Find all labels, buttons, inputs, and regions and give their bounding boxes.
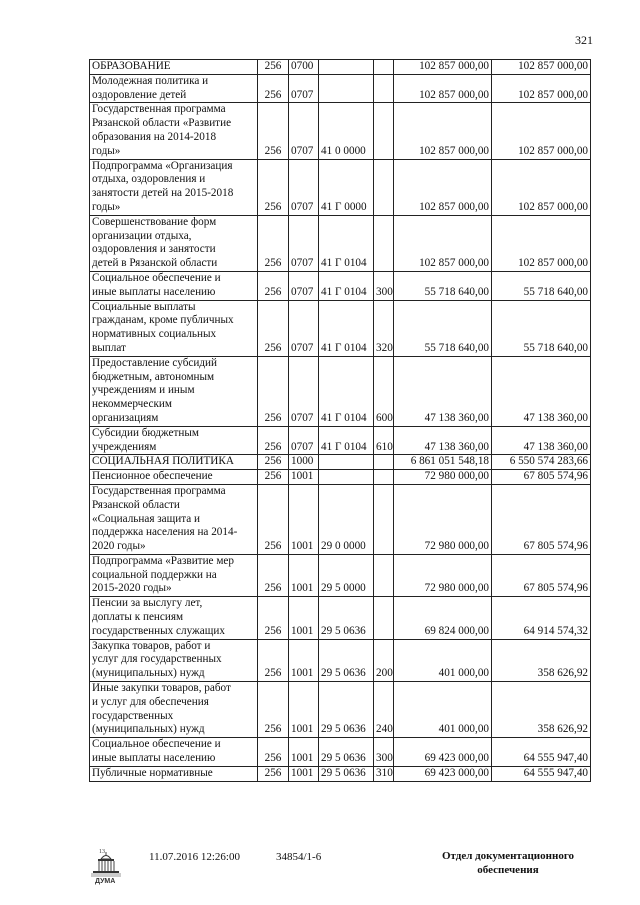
table-row [90, 597, 591, 639]
duma-emblem-icon [89, 846, 123, 886]
section-code-cell: 1001 [289, 484, 319, 554]
footer-doc-number: 34854/1-6 [276, 851, 322, 863]
amount-2017-cell: 102 857 000,00 [394, 103, 492, 159]
table-row [90, 455, 591, 470]
row-name-cell: Пенсионное обеспечение [90, 470, 258, 485]
admin-code-cell: 256 [258, 470, 289, 485]
page-number: 321 [575, 33, 593, 47]
section-code-cell: 0707 [289, 103, 319, 159]
admin-code-cell: 256 [258, 766, 289, 781]
table-row [90, 738, 591, 767]
target-article-cell: 41 Г 0000 [319, 159, 374, 215]
target-article-cell: 29 0 0000 [319, 484, 374, 554]
amount-2018-cell: 102 857 000,00 [492, 103, 591, 159]
amount-2018-cell: 55 718 640,00 [492, 300, 591, 356]
target-article-cell: 41 Г 0104 [319, 271, 374, 300]
expense-type-cell [374, 159, 394, 215]
row-name-cell: Социальные выплаты гражданам, кроме публичных нормативных социальных выплат [90, 300, 258, 356]
section-code-cell: 1001 [289, 597, 319, 639]
section-code-cell: 0707 [289, 356, 319, 426]
amount-2018-cell: 64 555 947,40 [492, 766, 591, 781]
row-name-cell: Подпрограмма «Развитие мер социальной поддержки на 2015-2020 годы» [90, 554, 258, 596]
admin-code-cell: 256 [258, 159, 289, 215]
section-code-cell: 0707 [289, 74, 319, 103]
footer-department: Отдел документационного обеспечения [441, 850, 575, 876]
table-row [90, 484, 591, 554]
target-article-cell [319, 470, 374, 485]
admin-code-cell: 256 [258, 300, 289, 356]
section-code-cell: 1001 [289, 554, 319, 596]
amount-2017-cell: 55 718 640,00 [394, 271, 492, 300]
expense-type-cell: 200 [374, 639, 394, 681]
target-article-cell: 29 5 0000 [319, 554, 374, 596]
section-code-cell: 0707 [289, 300, 319, 356]
admin-code-cell: 256 [258, 554, 289, 596]
admin-code-cell: 256 [258, 60, 289, 75]
amount-2018-cell: 64 555 947,40 [492, 738, 591, 767]
amount-2018-cell: 102 857 000,00 [492, 159, 591, 215]
footer-timestamp: 11.07.2016 12:26:00 [149, 851, 240, 863]
admin-code-cell: 256 [258, 356, 289, 426]
amount-2018-cell: 358 626,92 [492, 639, 591, 681]
admin-code-cell: 256 [258, 682, 289, 738]
section-code-cell: 1000 [289, 455, 319, 470]
expense-type-cell [374, 554, 394, 596]
amount-2017-cell: 72 980 000,00 [394, 554, 492, 596]
budget-table [89, 59, 591, 782]
amount-2018-cell: 102 857 000,00 [492, 60, 591, 75]
table-row [90, 300, 591, 356]
expense-type-cell [374, 455, 394, 470]
expense-type-cell: 600 [374, 356, 394, 426]
amount-2018-cell: 64 914 574,32 [492, 597, 591, 639]
row-name-cell: Публичные нормативные [90, 766, 258, 781]
section-code-cell: 1001 [289, 639, 319, 681]
admin-code-cell: 256 [258, 426, 289, 455]
amount-2017-cell: 72 980 000,00 [394, 484, 492, 554]
amount-2018-cell: 6 550 574 283,66 [492, 455, 591, 470]
amount-2018-cell: 67 805 574,96 [492, 484, 591, 554]
admin-code-cell: 256 [258, 597, 289, 639]
section-code-cell: 0707 [289, 426, 319, 455]
row-name-cell: Иные закупки товаров, работ и услуг для обеспечения государственных (муниципальных) нужд [90, 682, 258, 738]
amount-2017-cell: 102 857 000,00 [394, 159, 492, 215]
row-name-cell: Совершенствование форм организации отдыха, оздоровления и занятости детей в Рязанской области [90, 215, 258, 271]
target-article-cell: 29 5 0636 [319, 639, 374, 681]
amount-2018-cell: 47 138 360,00 [492, 356, 591, 426]
amount-2017-cell: 102 857 000,00 [394, 215, 492, 271]
svg-text:ДУМА: ДУМА [95, 878, 116, 885]
amount-2017-cell: 401 000,00 [394, 682, 492, 738]
admin-code-cell: 256 [258, 738, 289, 767]
admin-code-cell: 256 [258, 455, 289, 470]
target-article-cell: 29 5 0636 [319, 682, 374, 738]
table-row [90, 470, 591, 485]
row-name-cell: Социальное обеспечение и иные выплаты населению [90, 738, 258, 767]
row-name-cell: Государственная программа Рязанской области «Развитие образования на 2014-2018 годы» [90, 103, 258, 159]
target-article-cell [319, 74, 374, 103]
section-code-cell: 1001 [289, 470, 319, 485]
row-name-cell: Предоставление субсидий бюджетным, автономным учреждениям и иным некоммерческим организациям [90, 356, 258, 426]
admin-code-cell: 256 [258, 271, 289, 300]
table-row [90, 639, 591, 681]
target-article-cell: 29 5 0636 [319, 766, 374, 781]
expense-type-cell [374, 215, 394, 271]
amount-2017-cell: 72 980 000,00 [394, 470, 492, 485]
row-name-cell: Субсидии бюджетным учреждениям [90, 426, 258, 455]
amount-2017-cell: 47 138 360,00 [394, 426, 492, 455]
amount-2017-cell: 6 861 051 548,18 [394, 455, 492, 470]
expense-type-cell [374, 60, 394, 75]
amount-2018-cell: 358 626,92 [492, 682, 591, 738]
amount-2018-cell: 102 857 000,00 [492, 215, 591, 271]
table-row [90, 766, 591, 781]
expense-type-cell: 320 [374, 300, 394, 356]
amount-2017-cell: 102 857 000,00 [394, 60, 492, 75]
table-row [90, 271, 591, 300]
table-row [90, 215, 591, 271]
amount-2017-cell: 47 138 360,00 [394, 356, 492, 426]
admin-code-cell: 256 [258, 103, 289, 159]
amount-2018-cell: 67 805 574,96 [492, 554, 591, 596]
table-row [90, 60, 591, 75]
section-code-cell: 0707 [289, 215, 319, 271]
table-row [90, 426, 591, 455]
table-row [90, 74, 591, 103]
amount-2017-cell: 401 000,00 [394, 639, 492, 681]
amount-2018-cell: 102 857 000,00 [492, 74, 591, 103]
section-code-cell: 1001 [289, 682, 319, 738]
admin-code-cell: 256 [258, 639, 289, 681]
row-name-cell: Подпрограмма «Организация отдыха, оздоровления и занятости детей на 2015-2018 годы» [90, 159, 258, 215]
target-article-cell: 41 Г 0104 [319, 356, 374, 426]
target-article-cell: 29 5 0636 [319, 597, 374, 639]
expense-type-cell [374, 484, 394, 554]
amount-2018-cell: 47 138 360,00 [492, 426, 591, 455]
amount-2017-cell: 69 824 000,00 [394, 597, 492, 639]
section-code-cell: 0707 [289, 271, 319, 300]
expense-type-cell [374, 103, 394, 159]
section-code-cell: 0707 [289, 159, 319, 215]
expense-type-cell: 310 [374, 766, 394, 781]
svg-text:13: 13 [99, 849, 105, 855]
target-article-cell: 41 0 0000 [319, 103, 374, 159]
row-name-cell: Государственная программа Рязанской области «Социальная защита и поддержка населения на 2014- 2020 годы» [90, 484, 258, 554]
target-article-cell [319, 60, 374, 75]
target-article-cell: 29 5 0636 [319, 738, 374, 767]
row-name-cell: Пенсии за выслугу лет, доплаты к пенсиям государственных служащих [90, 597, 258, 639]
target-article-cell [319, 455, 374, 470]
admin-code-cell: 256 [258, 74, 289, 103]
amount-2017-cell: 69 423 000,00 [394, 766, 492, 781]
amount-2017-cell: 69 423 000,00 [394, 738, 492, 767]
section-code-cell: 1001 [289, 738, 319, 767]
row-name-cell: СОЦИАЛЬНАЯ ПОЛИТИКА [90, 455, 258, 470]
expense-type-cell [374, 470, 394, 485]
amount-2017-cell: 55 718 640,00 [394, 300, 492, 356]
target-article-cell: 41 Г 0104 [319, 215, 374, 271]
expense-type-cell: 240 [374, 682, 394, 738]
section-code-cell: 0700 [289, 60, 319, 75]
section-code-cell: 1001 [289, 766, 319, 781]
admin-code-cell: 256 [258, 484, 289, 554]
amount-2018-cell: 55 718 640,00 [492, 271, 591, 300]
amount-2017-cell: 102 857 000,00 [394, 74, 492, 103]
page-footer [0, 846, 640, 896]
expense-type-cell [374, 74, 394, 103]
expense-type-cell: 610 [374, 426, 394, 455]
target-article-cell: 41 Г 0104 [319, 300, 374, 356]
row-name-cell: ОБРАЗОВАНИЕ [90, 60, 258, 75]
amount-2018-cell: 67 805 574,96 [492, 470, 591, 485]
row-name-cell: Молодежная политика и оздоровление детей [90, 74, 258, 103]
table-row [90, 682, 591, 738]
table-row [90, 554, 591, 596]
expense-type-cell: 300 [374, 271, 394, 300]
row-name-cell: Социальное обеспечение и иные выплаты населению [90, 271, 258, 300]
table-row [90, 103, 591, 159]
expense-type-cell: 300 [374, 738, 394, 767]
table-row [90, 356, 591, 426]
admin-code-cell: 256 [258, 215, 289, 271]
target-article-cell: 41 Г 0104 [319, 426, 374, 455]
expense-type-cell [374, 597, 394, 639]
table-row [90, 159, 591, 215]
row-name-cell: Закупка товаров, работ и услуг для государственных (муниципальных) нужд [90, 639, 258, 681]
